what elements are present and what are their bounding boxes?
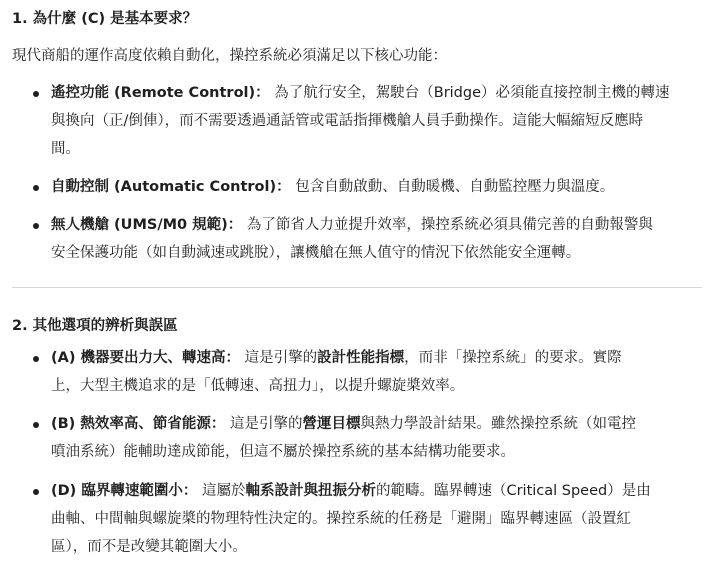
list-item-text: 噴油系統）能輔助達成節能，但這不屬於操控系統的基本結構功能要求。 xyxy=(51,444,515,460)
section-1-intro: 現代商船的運作高度依賴自動化，操控系統必須滿足以下核心功能： xyxy=(12,48,447,64)
list-item-text: 曲軸、中間軸與螺旋槳的物理特性決定的。操控系統的任務是「避開」臨界轉速區（設置紅 xyxy=(51,511,631,527)
list-item-text: 這是引擎的 xyxy=(240,350,318,366)
list-item-line xyxy=(51,83,670,103)
list-item-line xyxy=(51,481,651,501)
section-2-heading: 2. 其他選項的辨析與誤區 xyxy=(12,318,178,334)
list-item-title: (D) 臨界轉速範圍小： xyxy=(51,483,198,499)
section-divider xyxy=(12,287,702,288)
list-item-text: 上，大型主機追求的是「低轉速、高扭力」，以提升螺旋槳效率。 xyxy=(51,378,465,394)
list-item-text: 區），而不是改變其範圍大小。 xyxy=(51,539,247,555)
list-item-emphasis: 設計性能指標 xyxy=(317,350,405,366)
list-item-text: 為了節省人力並提升效率，操控系統必須具備完善的自動報警與 xyxy=(242,217,653,233)
bullet-dot-icon xyxy=(33,223,39,229)
list-item-text: 這屬於 xyxy=(197,483,246,499)
bullet-dot-icon xyxy=(33,422,39,428)
list-item-title: 自動控制 (Automatic Control)： xyxy=(51,179,291,195)
list-item-text: 安全保護功能（如自動減速或跳脫），讓機艙在無人值守的情況下依然能安全運轉。 xyxy=(51,245,581,261)
list-item-line xyxy=(51,348,622,368)
bullet-dot-icon xyxy=(33,185,39,191)
list-item-text: 間。 xyxy=(51,141,80,157)
list-item-text: 為了航行安全，駕駛台（Bridge）必須能直接控制主機的轉速 xyxy=(269,85,670,101)
list-item-title: 無人機艙 (UMS/M0 規範)： xyxy=(51,217,243,233)
list-item-emphasis: 營運目標 xyxy=(302,416,361,432)
list-item-emphasis: 軸系設計與扭振分析 xyxy=(245,483,376,499)
section-1-heading: 1. 為什麼 (C) 是基本要求？ xyxy=(12,11,198,27)
list-item-title: (B) 熱效率高、節省能源： xyxy=(51,416,226,432)
list-item-text: ，而非「操控系統」的要求。實際 xyxy=(404,350,622,366)
list-item-text: 這是引擎的 xyxy=(225,416,303,432)
bullet-dot-icon xyxy=(33,489,39,495)
list-item-text: 包含自動啟動、自動暖機、自動監控壓力與溫度。 xyxy=(290,179,615,195)
list-item-line xyxy=(51,215,653,235)
list-item-text: 與換向（正/倒俥），而不需要透過通話管或電話指揮機艙人員手動操作。這能大幅縮短反應時 xyxy=(51,113,644,129)
bullet-dot-icon xyxy=(33,356,39,362)
list-item-title: (A) 機器要出力大、轉速高： xyxy=(51,350,241,366)
list-item-text: 的範疇。臨界轉速（Critical Speed）是由 xyxy=(375,483,651,499)
list-item-line xyxy=(51,414,636,434)
list-item-title: 遙控功能 (Remote Control)： xyxy=(51,85,270,101)
list-item-line xyxy=(51,177,614,197)
list-item-text: 與熱力學設計結果。雖然操控系統（如電控 xyxy=(360,416,636,432)
bullet-dot-icon xyxy=(33,91,39,97)
